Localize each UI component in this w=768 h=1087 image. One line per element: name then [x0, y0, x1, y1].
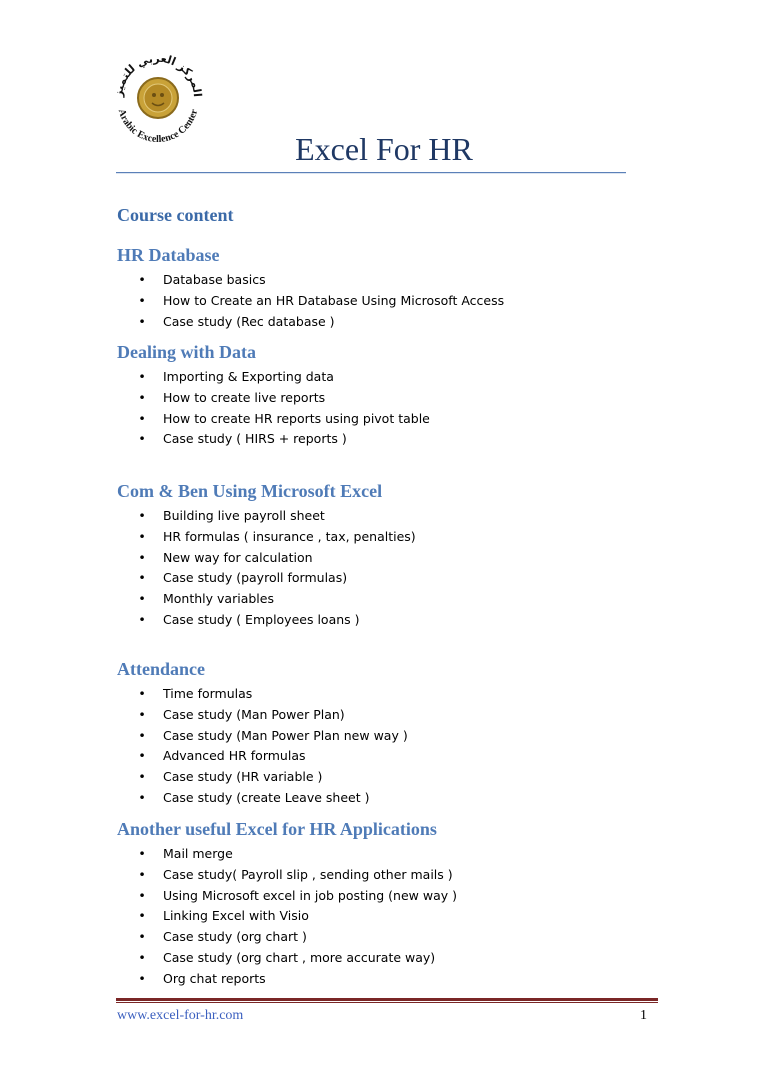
list-item: • Monthly variables [117, 589, 677, 610]
bullet-icon: • [138, 929, 146, 945]
bullet-icon: • [138, 727, 146, 743]
section-attendance [117, 658, 677, 809]
footer-website-link[interactable]: www.excel-for-hr.com [117, 1008, 244, 1023]
bullet-icon: • [138, 410, 146, 426]
bullet-icon: • [138, 846, 146, 861]
bullet-icon: • [138, 431, 146, 447]
list-item: • Case study (Man Power Plan) [117, 705, 677, 726]
bullet-icon: • [138, 706, 146, 722]
list-item: • HR formulas ( insurance , tax, penalties) [117, 527, 677, 548]
list-item: • Importing & Exporting data [117, 367, 677, 388]
list-item: • Building live payroll sheet [117, 506, 677, 527]
section-heading: Another useful Excel for HR Applications [117, 819, 437, 839]
list-item: • Case study (create Leave sheet ) [117, 788, 677, 809]
list-item: • Case study (org chart , more accurate way) [117, 948, 677, 969]
section-dealing-with-data [117, 341, 677, 450]
bullet-icon: • [138, 769, 146, 785]
list-item: • Case study( Payroll slip , sending other mails ) [117, 865, 677, 886]
page-number: 1 [640, 1008, 647, 1023]
title-divider [116, 172, 626, 174]
list-item: • How to create live reports [117, 388, 677, 409]
list-item: • Case study ( Employees loans ) [117, 610, 677, 631]
list-item: • Time formulas [117, 684, 677, 705]
list-item: • Case study (Man Power Plan new way ) [117, 726, 677, 747]
list-item: • Using Microsoft excel in job posting (new way ) [117, 886, 677, 907]
bullet-icon: • [138, 887, 146, 903]
list-item: • Case study (payroll formulas) [117, 568, 677, 589]
list-item: • How to Create an HR Database Using Microsoft Access [117, 291, 677, 312]
bullet-icon: • [138, 313, 146, 329]
course-content-heading: Course content [117, 205, 234, 225]
list-item: • Case study (org chart ) [117, 927, 677, 948]
logo-english-text: Arabic Excellence Center [115, 107, 201, 146]
bullet-icon: • [138, 686, 146, 701]
bullet-icon: • [138, 369, 146, 384]
bullet-icon: • [138, 508, 146, 523]
bullet-icon: • [138, 949, 146, 965]
section-heading: Dealing with Data [117, 342, 256, 362]
bullet-icon: • [138, 908, 146, 924]
list-item: • New way for calculation [117, 548, 677, 569]
bullet-icon: • [138, 292, 146, 308]
list-item: • Advanced HR formulas [117, 746, 677, 767]
bullet-icon: • [138, 789, 146, 805]
document-title: Excel For HR [295, 131, 473, 167]
bullet-icon: • [138, 389, 146, 405]
list-item: • Case study ( HIRS + reports ) [117, 429, 677, 450]
logo-arabic-text: المركز العربي للتميز [111, 51, 205, 98]
bullet-icon: • [138, 748, 146, 764]
bullet-icon: • [138, 272, 146, 287]
section-heading: Com & Ben Using Microsoft Excel [117, 481, 383, 501]
section-another-useful-excel [117, 818, 677, 990]
list-item: • Case study (Rec database ) [117, 312, 677, 333]
list-item: • How to create HR reports using pivot table [117, 409, 677, 430]
section-heading: Attendance [117, 659, 205, 679]
bullet-icon: • [138, 611, 146, 627]
bullet-icon: • [138, 549, 146, 565]
section-heading: HR Database [117, 245, 220, 265]
section-hr-database [117, 244, 677, 332]
bullet-icon: • [138, 970, 146, 986]
list-item: • Mail merge [117, 844, 677, 865]
footer-divider [116, 998, 658, 1003]
list-item: • Org chat reports [117, 969, 677, 990]
list-item: • Linking Excel with Visio [117, 906, 677, 927]
list-item: • Database basics [117, 270, 677, 291]
bullet-icon: • [138, 528, 146, 544]
bullet-icon: • [138, 570, 146, 586]
section-com-ben [117, 480, 677, 631]
bullet-icon: • [138, 591, 146, 607]
bullet-icon: • [138, 866, 146, 882]
list-item: • Case study (HR variable ) [117, 767, 677, 788]
